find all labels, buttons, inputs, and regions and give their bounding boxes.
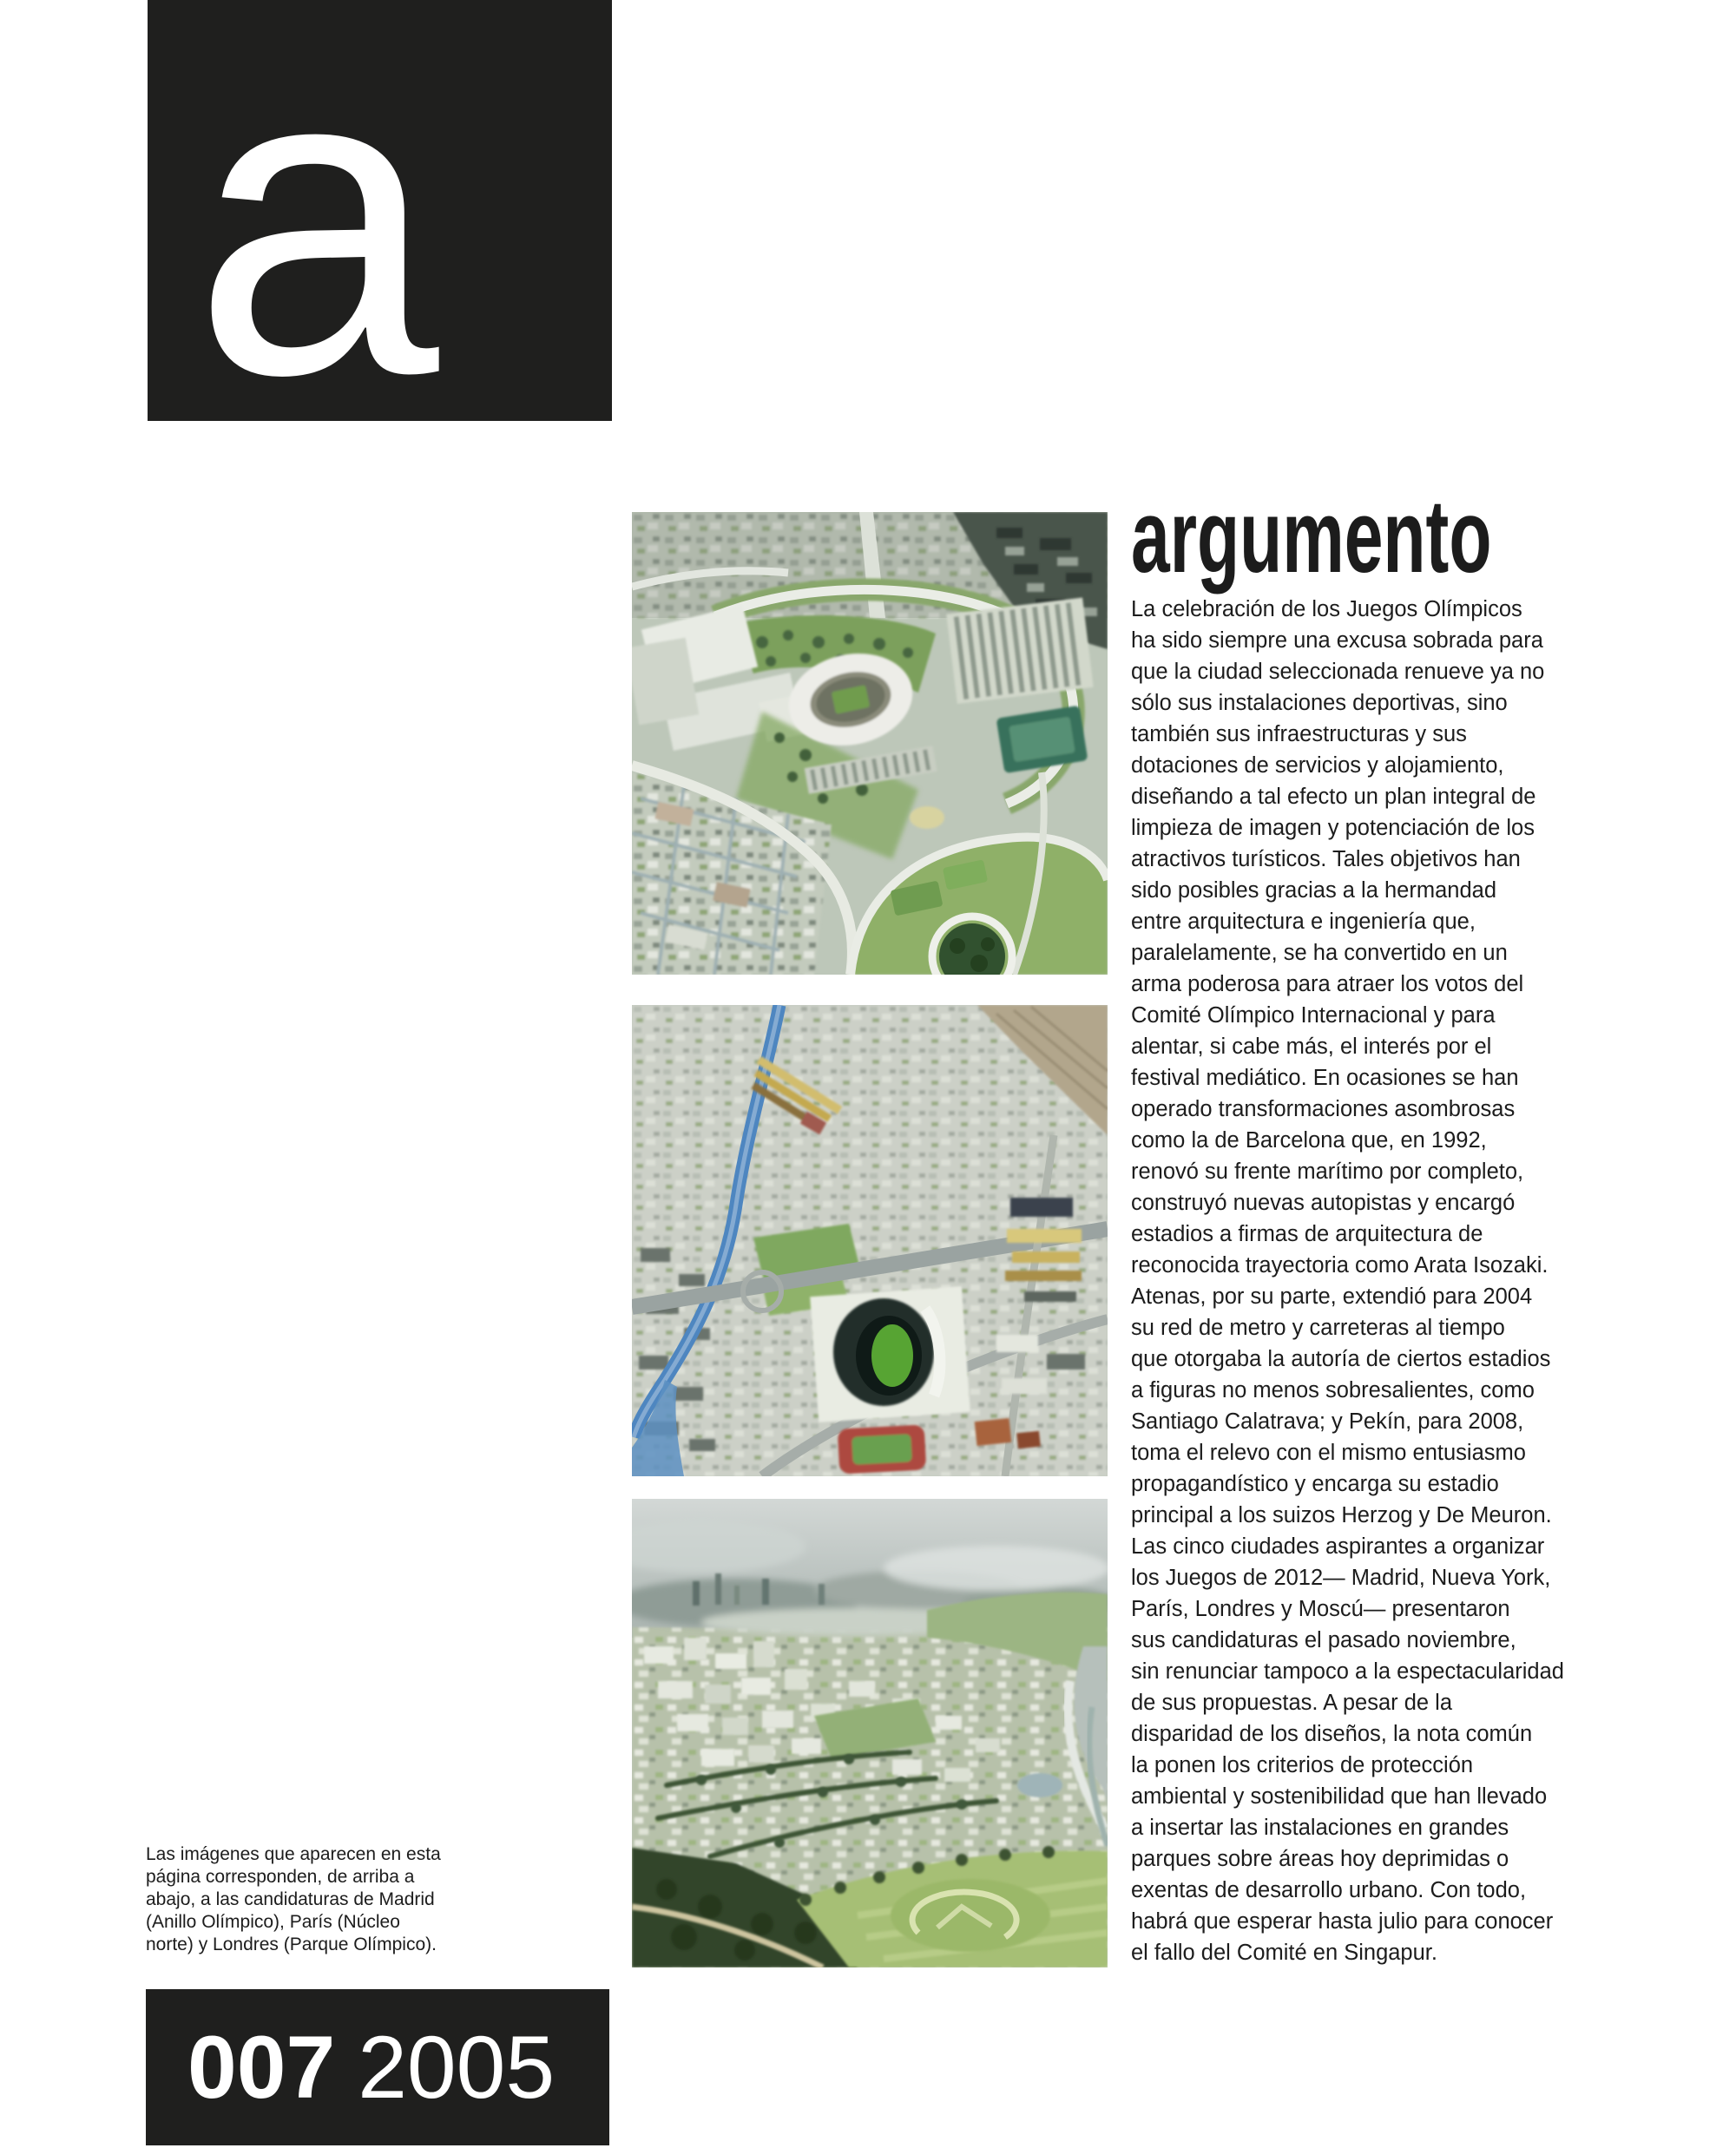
- text-line: a figuras no menos sobresalientes, como: [1131, 1378, 1535, 1402]
- aerial-render-londres: [632, 1499, 1108, 1967]
- text-line: renovó su frente marítimo por completo,: [1131, 1159, 1524, 1184]
- text-line: también sus infraestructuras y sus: [1131, 722, 1467, 746]
- text-line: la ponen los criterios de protección: [1131, 1753, 1474, 1777]
- text-line: París, Londres y Moscú— presentaron: [1131, 1597, 1510, 1621]
- text-line: operado transformaciones asombrosas: [1131, 1097, 1516, 1121]
- text-line: ambiental y sostenibilidad que han llevado: [1131, 1784, 1548, 1809]
- text-line: toma el relevo con el mismo entusiasmo: [1131, 1441, 1526, 1465]
- text-line: Comité Olímpico Internacional y para: [1131, 1003, 1496, 1028]
- text-line: habrá que esperar hasta julio para conocer: [1131, 1909, 1554, 1934]
- text-line: abajo, a las candidaturas de Madrid: [146, 1889, 435, 1909]
- text-line: Atenas, por su parte, extendió para 2004: [1131, 1284, 1533, 1309]
- text-line: sin renunciar tampoco a la espectacularidad: [1131, 1659, 1564, 1684]
- text-line: sólo sus instalaciones deportivas, sino: [1131, 691, 1508, 715]
- text-line: atractivos turísticos. Tales objetivos han: [1131, 847, 1521, 871]
- text-line: parques sobre áreas hoy deprimidas o: [1131, 1847, 1509, 1871]
- issue-footer-bar: [146, 1989, 609, 2145]
- text-line: paralelamente, se ha convertido en un: [1131, 941, 1508, 965]
- text-line: disparidad de los diseños, la nota común: [1131, 1722, 1533, 1746]
- text-line: construyó nuevas autopistas y encargó: [1131, 1191, 1516, 1215]
- text-line: que la ciudad seleccionada renueve ya no: [1131, 660, 1545, 684]
- text-line: de sus propuestas. A pesar de la: [1131, 1691, 1452, 1715]
- text-line: arma poderosa para atraer los votos del: [1131, 972, 1524, 996]
- text-line: ha sido siempre una excusa sobrada para: [1131, 628, 1543, 653]
- photo-caption: [146, 1843, 510, 1956]
- text-line: (Anillo Olímpico), París (Núcleo: [146, 1912, 400, 1932]
- article-body: [1131, 594, 1617, 1968]
- text-line: alentar, si cabe más, el interés por el: [1131, 1035, 1492, 1059]
- text-line: propagandístico y encarga su estadio: [1131, 1472, 1499, 1496]
- text-line: Las cinco ciudades aspirantes a organizar: [1131, 1534, 1545, 1559]
- text-line: el fallo del Comité en Singapur.: [1131, 1941, 1437, 1965]
- text-line: página corresponden, de arriba a: [146, 1867, 415, 1887]
- text-line: estadios a firmas de arquitectura de: [1131, 1222, 1483, 1246]
- text-line: diseñando a tal efecto un plan integral de: [1131, 785, 1536, 809]
- aerial-render-paris: [632, 1005, 1108, 1476]
- photo-paris-nucleo-norte: [632, 1005, 1108, 1476]
- text-line: que otorgaba la autoría de ciertos estadios: [1131, 1347, 1551, 1371]
- text-line: sus candidaturas el pasado noviembre,: [1131, 1628, 1516, 1652]
- text-line: festival mediático. En ocasiones se han: [1131, 1066, 1519, 1090]
- text-line: La celebración de los Juegos Olímpicos: [1131, 597, 1522, 621]
- aerial-render-madrid: [632, 512, 1108, 975]
- text-line: dotaciones de servicios y alojamiento,: [1131, 753, 1504, 778]
- text-line: su red de metro y carreteras al tiempo: [1131, 1316, 1505, 1340]
- article-title: argumento: [1131, 478, 1492, 594]
- text-line: norte) y Londres (Parque Olímpico).: [146, 1935, 437, 1954]
- text-line: Santiago Calatrava; y Pekín, para 2008,: [1131, 1409, 1524, 1434]
- text-line: limpieza de imagen y potenciación de los: [1131, 816, 1535, 840]
- text-line: exentas de desarrollo urbano. Con todo,: [1131, 1878, 1527, 1902]
- masthead-block: [148, 0, 612, 467]
- photo-madrid-anillo-olimpico: [632, 512, 1108, 975]
- text-line: reconocida trayectoria como Arata Isozaki.: [1131, 1253, 1549, 1278]
- masthead-letter-a: a: [193, 0, 439, 467]
- text-line: principal a los suizos Herzog y De Meuron.: [1131, 1503, 1552, 1527]
- photo-londres-parque-olimpico: [632, 1499, 1108, 1967]
- text-line: como la de Barcelona que, en 1992,: [1131, 1128, 1487, 1153]
- text-line: entre arquitectura e ingeniería que,: [1131, 910, 1476, 934]
- text-line: a insertar las instalaciones en grandes: [1131, 1816, 1509, 1840]
- text-line: Las imágenes que aparecen en esta: [146, 1844, 441, 1864]
- text-line: los Juegos de 2012— Madrid, Nueva York,: [1131, 1566, 1551, 1590]
- text-line: sido posibles gracias a la hermandad: [1131, 878, 1496, 903]
- issue-number: 007: [187, 2018, 336, 2117]
- issue-year: 2005: [358, 2018, 556, 2117]
